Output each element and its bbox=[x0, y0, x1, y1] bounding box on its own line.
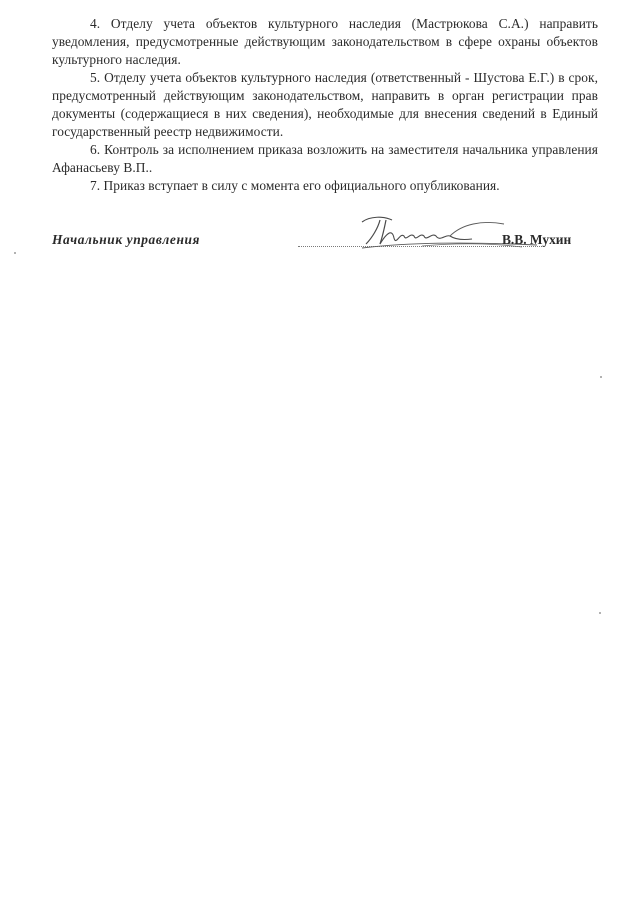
signatory-title: Начальник управления bbox=[52, 232, 201, 247]
paragraph-6: 6. Контроль за исполнением приказа возложить на заместителя начальника управления Афанасьеву В.П.. bbox=[52, 142, 598, 175]
paragraph-5: 5. Отделу учета объектов культурного наследия (ответственный - Шустова Е.Г.) в срок, предусмотренный действующим законодательством, направить в орган регистрации прав документы (содержащиеся в них сведения), необходимые для внесения сведений в Единый государственный реестр недвижимости. bbox=[52, 70, 598, 139]
scan-speck bbox=[599, 612, 601, 614]
scan-speck bbox=[600, 376, 602, 378]
signature-block bbox=[52, 220, 598, 260]
paragraph-7: 7. Приказ вступает в силу с момента его официального опубликования. bbox=[90, 178, 500, 193]
signatory-name: В.В. Мухин bbox=[502, 232, 572, 247]
paragraph-4: 4. Отделу учета объектов культурного наследия (Мастрюкова С.А.) направить уведомления, предусмотренные действующим законодательством в сфере охраны объектов культурного наследия. bbox=[52, 16, 598, 67]
document-body bbox=[52, 15, 598, 195]
scan-speck bbox=[14, 252, 16, 254]
